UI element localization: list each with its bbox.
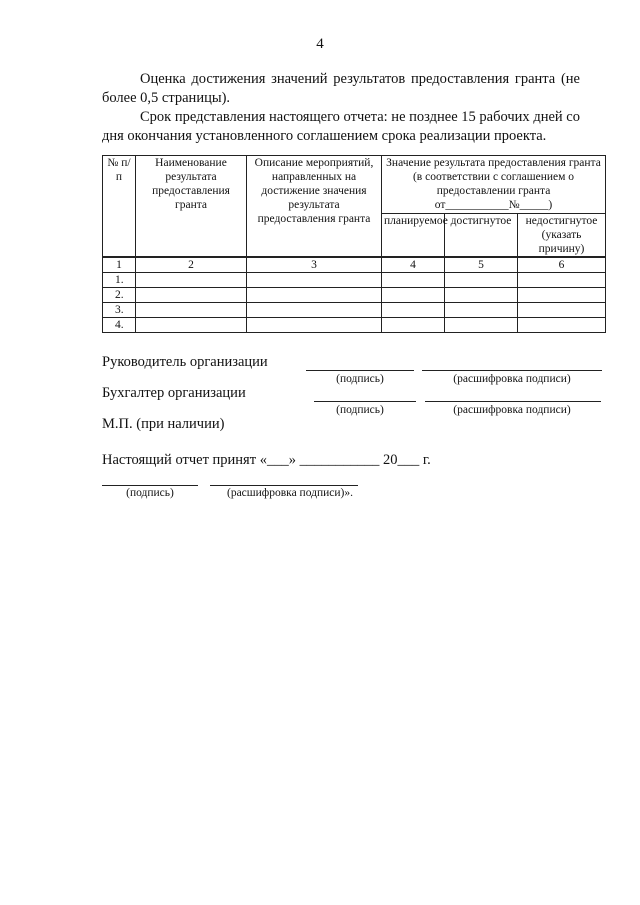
paragraph-assessment <box>102 70 580 108</box>
table-cell <box>247 303 382 318</box>
header-result-name: Наименование результата предоставления гранта <box>136 156 247 258</box>
head-signature-caption: (подпись) <box>336 373 384 385</box>
final-name-caption: (расшифровка подписи)». <box>226 487 354 499</box>
row-number: 2. <box>103 288 136 303</box>
table-cell <box>382 318 445 333</box>
page-number: 4 <box>316 36 324 52</box>
paragraph-deadline-text: Срок представления настоящего отчета: не позднее 15 рабочих дней со дня окончания установленного соглашением срока реализации проекта. <box>102 109 580 144</box>
table-cell <box>136 303 247 318</box>
table-cell <box>136 318 247 333</box>
paragraph-deadline <box>102 108 580 146</box>
table-row <box>103 288 606 303</box>
table-header-row <box>103 156 606 214</box>
header-planned: планируемое <box>382 213 445 257</box>
table-cell <box>247 288 382 303</box>
head-name-line <box>422 370 602 371</box>
head-signature-line <box>306 370 414 371</box>
table-cell <box>518 318 606 333</box>
table-row <box>103 318 606 333</box>
head-label: Руководитель организации <box>102 354 268 370</box>
table-cell <box>136 288 247 303</box>
column-number: 6 <box>518 257 606 273</box>
row-number: 3. <box>103 303 136 318</box>
table-cell <box>382 303 445 318</box>
header-description: Описание мероприятий, направленных на достижение значения результата предоставления гранта <box>247 156 382 258</box>
accountant-name-caption: (расшифровка подписи) <box>453 404 571 416</box>
table-cell <box>445 303 518 318</box>
accountant-signature-caption: (подпись) <box>336 404 384 416</box>
header-value-text: Значение результата предоставления гранта (в соответствии с соглашением о предоставлении гранта <box>386 157 601 197</box>
header-value-agreement: от___________№_____) <box>434 199 553 211</box>
table-cell <box>382 288 445 303</box>
table-cell <box>445 273 518 288</box>
head-name-caption: (расшифровка подписи) <box>453 373 571 385</box>
table-cell <box>518 288 606 303</box>
column-number: 4 <box>382 257 445 273</box>
table-cell <box>247 318 382 333</box>
accountant-name-line <box>425 401 601 402</box>
final-signature-caption: (подпись) <box>126 487 174 499</box>
report-accepted-line: Настоящий отчет принят «___» ___________ 20___ г. <box>102 452 431 468</box>
table-cell <box>136 273 247 288</box>
column-number: 2 <box>136 257 247 273</box>
column-number: 5 <box>445 257 518 273</box>
table-cell <box>518 273 606 288</box>
final-name-line <box>210 485 358 486</box>
header-not-achieved: недостигнутое (указать причину) <box>518 213 606 257</box>
header-achieved: достигнутое <box>445 213 518 257</box>
table-cell <box>445 318 518 333</box>
table-row <box>103 303 606 318</box>
paragraph-assessment-text: Оценка достижения значений результатов предоставления гранта (не более 0,5 страницы). <box>102 71 580 106</box>
results-table <box>102 155 606 333</box>
column-number: 3 <box>247 257 382 273</box>
header-value <box>382 156 606 214</box>
table-cell <box>445 288 518 303</box>
accountant-label: Бухгалтер организации <box>102 385 246 401</box>
stamp-label: М.П. (при наличии) <box>102 416 225 432</box>
column-number: 1 <box>103 257 136 273</box>
table-cell <box>518 303 606 318</box>
table-cell <box>382 273 445 288</box>
final-signature-line <box>102 485 198 486</box>
header-num: № п/п <box>103 156 136 258</box>
table-row <box>103 273 606 288</box>
accountant-signature-line <box>314 401 416 402</box>
row-number: 1. <box>103 273 136 288</box>
table-cell <box>247 273 382 288</box>
row-number: 4. <box>103 318 136 333</box>
column-number-row <box>103 257 606 273</box>
